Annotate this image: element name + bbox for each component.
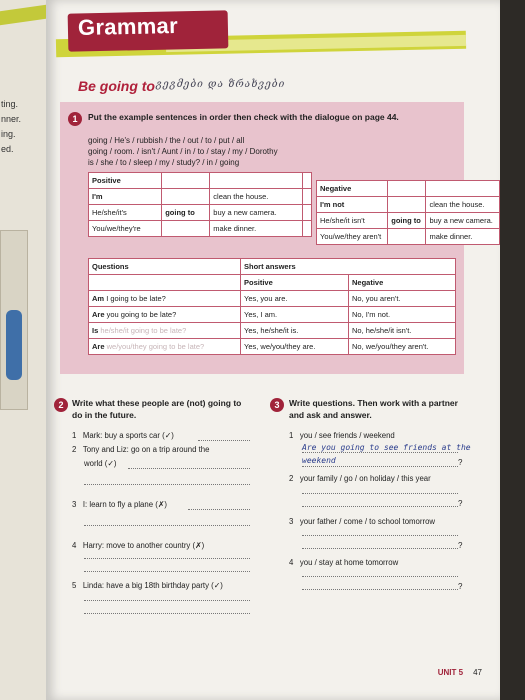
exercise-1-line: is / she / to / sleep / my / study? / in / going	[88, 158, 240, 167]
short-positive: Yes, we/you/they are.	[241, 339, 349, 355]
negative-subject: He/she/it isn't	[317, 213, 388, 229]
exercise-2-item: 5 Linda: have a big 18th birthday party (✓)	[72, 581, 223, 590]
answer-line[interactable]	[128, 468, 250, 469]
exercise-1-line: going / room. / isn't / Aunt / in / to / stay / my / Dorothy	[88, 147, 278, 156]
section-heading: Be going to	[78, 78, 155, 94]
question-aux: Are	[92, 342, 105, 351]
positive-example: clean the house.	[210, 189, 303, 205]
exercise-2-item: 3 I: learn to fly a plane (✗)	[72, 500, 167, 509]
answer-line[interactable]	[302, 548, 458, 549]
page-footer	[438, 668, 482, 677]
exercise-2-item: 4 Harry: move to another country (✗)	[72, 541, 205, 550]
positive-verb: going to	[162, 205, 210, 221]
handwritten-answer: Are you going to see friends at the	[302, 443, 471, 452]
exercise-3-item: 1 you / see friends / weekend	[289, 431, 395, 440]
answer-line[interactable]	[188, 509, 250, 510]
positive-example: buy a new camera.	[210, 205, 303, 221]
exercise-2-instruction-line2: do in the future.	[72, 410, 137, 420]
short-answers-header: Short answers	[241, 259, 456, 275]
question-mark: ?	[458, 499, 463, 508]
exercise-2-badge: 2	[54, 398, 68, 412]
short-negative: No, I'm not.	[349, 307, 456, 323]
negative-subject: You/we/they aren't	[317, 229, 388, 245]
exercise-2-item: 2 Tony and Liz: go on a trip around the	[72, 445, 210, 454]
left-illustration-figure	[6, 310, 22, 380]
exercise-3-instruction-line1: Write questions. Then work with a partner	[289, 398, 458, 408]
question-cell	[89, 291, 241, 307]
short-positive: Yes, you are.	[241, 291, 349, 307]
left-page	[0, 0, 46, 700]
answer-line[interactable]	[84, 613, 250, 614]
answer-line[interactable]	[302, 466, 458, 467]
short-negative: No, we/you/they aren't.	[349, 339, 456, 355]
unit-label: UNIT 5	[437, 668, 464, 677]
exercise-3-instruction-line2: and ask and answer.	[289, 410, 372, 420]
exercise-1-instruction: Put the example sentences in order then check with the dialogue on page 44.	[88, 112, 399, 122]
left-fragment: nner.	[1, 114, 22, 124]
positive-subject: You/we/they're	[89, 221, 162, 237]
short-negative-header: Negative	[349, 275, 456, 291]
positive-header: Positive	[89, 173, 162, 189]
positive-table	[88, 172, 312, 237]
answer-line[interactable]	[302, 493, 458, 494]
handwritten-note: გეგმები და ზრახვები	[156, 79, 286, 90]
left-fragment: ing.	[1, 129, 16, 139]
negative-table	[316, 180, 500, 245]
question-cell	[89, 323, 241, 339]
negative-header: Negative	[317, 181, 388, 197]
positive-subject: He/she/it's	[89, 205, 162, 221]
answer-line[interactable]	[302, 535, 458, 536]
negative-example: clean the house.	[426, 197, 500, 213]
questions-header: Questions	[89, 259, 241, 275]
handwritten-answer: weekend	[302, 456, 336, 465]
short-negative: No, he/she/it isn't.	[349, 323, 456, 339]
exercise-1-line: going / He's / rubbish / the / out / to / put / all	[88, 136, 245, 145]
negative-verb: going to	[388, 213, 426, 229]
question-rest: you going to be late?	[106, 310, 177, 319]
answer-line[interactable]	[84, 484, 250, 485]
answer-line[interactable]	[302, 452, 458, 453]
answer-line[interactable]	[302, 506, 458, 507]
question-rest: we/you/they going to be late?	[106, 342, 205, 351]
negative-subject: I'm not	[317, 197, 388, 213]
exercise-1-badge: 1	[68, 112, 82, 126]
positive-example: make dinner.	[210, 221, 303, 237]
positive-subject: I'm	[89, 189, 162, 205]
question-mark: ?	[458, 541, 463, 550]
short-negative: No, you aren't.	[349, 291, 456, 307]
answer-line[interactable]	[84, 525, 250, 526]
answer-line[interactable]	[84, 600, 250, 601]
exercise-2-instruction-line1: Write what these people are (not) going to	[72, 398, 242, 408]
left-fragment: ting.	[1, 99, 19, 109]
left-fragment: ed.	[1, 144, 14, 154]
answer-line[interactable]	[302, 589, 458, 590]
page-title: Grammar	[77, 12, 179, 41]
page-number: 47	[473, 668, 482, 677]
question-cell	[89, 339, 241, 355]
left-page-band	[0, 5, 46, 25]
question-mark: ?	[458, 582, 463, 591]
exercise-2-item-continued: world (✓)	[84, 459, 117, 468]
answer-line[interactable]	[84, 558, 250, 559]
exercise-3-item: 3 your father / come / to school tomorrow	[289, 517, 436, 526]
question-rest: I going to be late?	[106, 294, 166, 303]
answer-line[interactable]	[84, 571, 250, 572]
short-positive-header: Positive	[241, 275, 349, 291]
textbook-page	[46, 0, 500, 700]
question-mark: ?	[458, 458, 463, 467]
question-aux: Is	[92, 326, 99, 335]
question-cell	[89, 307, 241, 323]
question-aux: Are	[92, 310, 105, 319]
exercise-2-item: 1 Mark: buy a sports car (✓)	[72, 431, 174, 440]
answer-line[interactable]	[302, 576, 458, 577]
exercise-3-badge: 3	[270, 398, 284, 412]
exercise-3-item: 4 you / stay at home tomorrow	[289, 558, 399, 567]
exercise-3-item: 2 your family / go / on holiday / this year	[289, 474, 431, 483]
short-positive: Yes, he/she/it is.	[241, 323, 349, 339]
negative-example: make dinner.	[426, 229, 500, 245]
answer-line[interactable]	[198, 440, 250, 441]
question-aux: Am	[92, 294, 105, 303]
question-rest: he/she/it going to be late?	[100, 326, 187, 335]
negative-example: buy a new camera.	[426, 213, 500, 229]
short-positive: Yes, I am.	[241, 307, 349, 323]
questions-table	[88, 258, 456, 355]
